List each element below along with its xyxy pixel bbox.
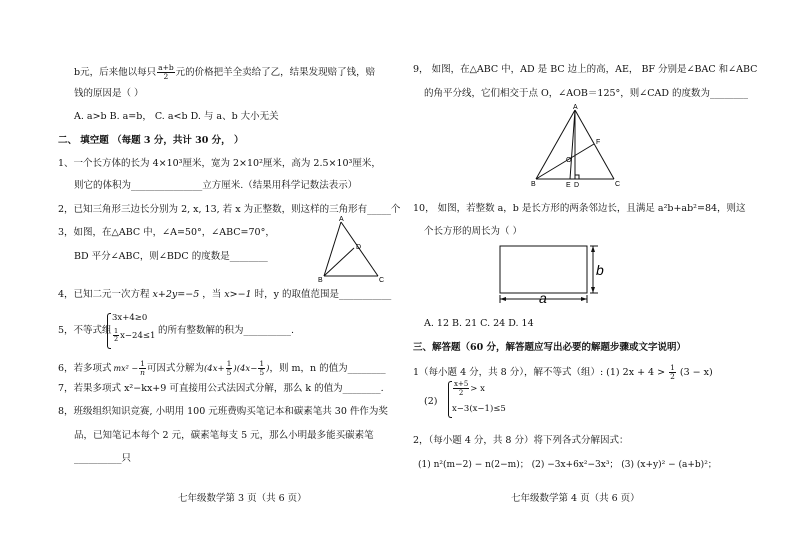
- q6: [58, 360, 386, 377]
- s1-sys-frac-num: x+5: [454, 380, 469, 388]
- q9-label-a: A: [573, 104, 578, 111]
- q10-b-arrow-up: [591, 246, 595, 252]
- q10-line1: 10， 如图，若整数 a，b 是长方形的两条邻边长，且满足 a²b+ab²=84，则这: [413, 203, 746, 214]
- q9-line2: 的角平分线，它们相交于点 O，∠AOB＝125°，则∠CAD 的度数为________: [424, 88, 749, 99]
- q6-factor-b: )(4x−: [233, 364, 258, 374]
- q6-frac3: [258, 360, 265, 377]
- q4: [58, 289, 391, 301]
- q6-factor-a: (4x+: [203, 364, 225, 374]
- q9-bisector-ae: [570, 110, 575, 179]
- q10-a-arrow-right: [581, 297, 587, 301]
- q9-label-c: C: [615, 181, 621, 188]
- q4-condition: x>−1: [224, 289, 252, 300]
- q5-frac-num: 1: [114, 327, 119, 335]
- q6-frac3-num: 1: [259, 359, 265, 368]
- q10-b-arrow-down: [591, 287, 595, 293]
- q6-text-b: 可因式分解为: [146, 363, 204, 374]
- q3-triangle-figure: [318, 216, 388, 286]
- q3-label-d: D: [356, 244, 362, 251]
- q10-a-arrow-left: [500, 297, 506, 301]
- q5-brace: [107, 313, 111, 349]
- q7-options: A. a>b B. a=b， C. a<b D. 与 a、b 大小无关: [74, 111, 279, 122]
- s1-frac-num: 1: [670, 363, 675, 372]
- q10-line2: 个长方形的周长为（ ）: [424, 226, 523, 237]
- q6-text-c: ，则 m，n 的值为________: [269, 363, 386, 374]
- s1-part2-label: (2): [424, 396, 438, 407]
- q7: 7，若果多项式 x²−kx+9 可直接用公式法因式分解，那么 k 的值为________.: [58, 383, 384, 394]
- q6-frac2-num: 1: [226, 359, 232, 368]
- s1-text-b: (3 − x): [679, 367, 713, 378]
- q4-text-b: ，当: [202, 289, 222, 300]
- q6-frac3-den: 5: [259, 368, 265, 377]
- q7-frac-num: a+b: [158, 63, 174, 72]
- s1-text-a: 1（每小题 4 分，共 8 分），解不等式（组）: (1) 2x + 4 >: [413, 367, 666, 378]
- q8-line2: 品，已知笔记本每个 2 元，碳素笔每支 5 元，那么小明最多能买碳素笔: [74, 430, 374, 441]
- q5-ineq2-row: [112, 328, 155, 343]
- q6-frac1: [139, 360, 146, 377]
- q9-label-e: E: [566, 182, 571, 189]
- q6-frac2: [226, 360, 233, 377]
- q6-frac1-den: n: [140, 368, 145, 377]
- q10-options: A. 12 B. 21 C. 24 D. 14: [424, 318, 534, 329]
- q5-fraction: [113, 328, 119, 343]
- q6-text-a: 6，若多项式: [58, 363, 112, 374]
- right-page-footer: 七年级数学第 4 页（共 6 页）: [511, 493, 640, 504]
- s1-fraction: [669, 364, 676, 381]
- q9-line1: 9， 如图，在△ABC 中，AD 是 BC 边上的高，AE， BF 分别是∠BAC 和∠ABC: [413, 64, 758, 75]
- q8-line1: 8，班级组织知识竞赛, 小明用 100 元班费购买笔记本和碳素笔共 30 件作为奖: [58, 406, 388, 417]
- q6-factor-c: ): [266, 364, 270, 374]
- q9-right-angle-mark: [575, 175, 579, 179]
- left-page-footer: 七年级数学第 3 页（共 6 页）: [178, 493, 307, 504]
- s1-sys-row2: x−3(x−1)≤5: [452, 404, 506, 414]
- section2-title: 二、 填空题 （每题 3 分，共计 30 分， ）: [58, 135, 244, 146]
- q9-triangle-figure: [528, 104, 628, 190]
- q9-edge-ab: [536, 110, 575, 179]
- q10-rectangle-figure: [496, 240, 612, 306]
- s1-sys-fraction: [453, 380, 469, 397]
- q10-label-b: b: [596, 262, 604, 278]
- s1-sys-row1-tail: > x: [470, 384, 485, 394]
- q5-frac-den: 2: [114, 335, 119, 343]
- q5-ineq1: 3x+4≥0: [112, 313, 148, 323]
- q8-line3: __________只: [74, 453, 132, 464]
- q7-frac-den: 2: [163, 72, 169, 81]
- s1-sys-row1: [452, 380, 485, 397]
- q7-text-b: 元的价格把羊全卖给了乙，结果发现赔了钱，赔: [175, 67, 376, 78]
- q9-label-d: D: [574, 182, 580, 189]
- q3-label-b: B: [318, 277, 323, 284]
- q10-rectangle: [500, 246, 587, 293]
- q7-fraction: [157, 64, 175, 81]
- q5-label: 5，不等式组: [58, 325, 112, 336]
- q6-expr: mx² −: [113, 364, 139, 373]
- s1-sys-frac-den: 2: [458, 389, 464, 397]
- s1-frac-den: 2: [670, 372, 675, 381]
- q7-cont-line1: [74, 64, 375, 81]
- q7-cont-line2: 钱的原因是（ ）: [74, 88, 144, 99]
- q3-label-c: C: [379, 277, 385, 284]
- q2: 2，已知三角形三边长分别为 2, x, 13, 若 x 为正整数，则这样的三角形有_____个: [58, 204, 401, 215]
- q1-line2: 则它的体积为_______________立方厘米.（结果用科学记数法表示）: [74, 180, 358, 191]
- q9-label-f: F: [596, 139, 601, 146]
- s2-line1: 2，（每小题 4 分，共 8 分）将下列各式分解因式：: [413, 435, 629, 446]
- section3-title: 三、解答题（60 分，解答题应写出必要的解题步骤或文字说明）: [413, 342, 687, 353]
- q6-frac1-num: 1: [140, 359, 145, 368]
- s2-line2: (1) n²(m−2) − n(2−m)； (2) −3x+6x²−3x³； (3) (x+y)² − (a+b)²；: [418, 460, 717, 470]
- q3-label-a: A: [339, 216, 344, 223]
- q6-frac2-den: 5: [226, 368, 232, 377]
- q10-label-a: a: [539, 290, 547, 306]
- q9-bisector-bf: [536, 144, 594, 179]
- q5-ineq2: x−24≤1: [120, 331, 156, 341]
- q4-text-c: 时，y 的取值范围是___________: [254, 289, 392, 300]
- q9-edge-ac: [575, 110, 614, 179]
- q7-text-a: b元，后来他以每只: [74, 67, 157, 78]
- q4-text-a: 4，已知二元一次方程: [58, 289, 150, 300]
- q3-line2: BD 平分∠ABC，则∠BDC 的度数是________: [74, 251, 268, 262]
- q1-line1: 1、一个长方体的长为 4×10³厘米，宽为 2×10²厘米，高为 2.5×10³厘米，: [58, 158, 381, 169]
- q9-label-o: O: [566, 157, 572, 164]
- s1-line1: [413, 364, 713, 381]
- q3-line1: 3，如图，在△ABC 中，∠A=50°，∠ABC=70°，: [58, 227, 275, 238]
- q9-label-b: B: [531, 181, 536, 188]
- q5-tail: 的所有整数解的积为__________.: [158, 325, 295, 336]
- q4-equation: x+2y=−5: [152, 289, 200, 300]
